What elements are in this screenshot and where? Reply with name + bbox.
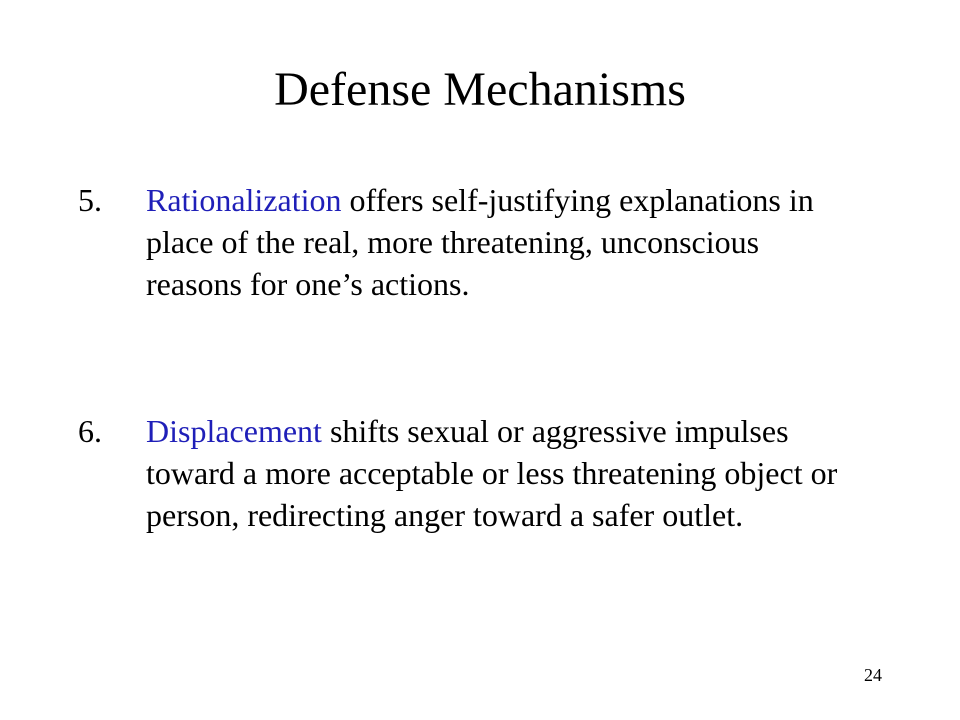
list-item-body <box>146 410 858 536</box>
definition-rationalization: offers self-justifying explanations in place of the real, more threatening, unconscious reasons for one’s actions. <box>146 182 814 302</box>
term-rationalization: Rationalization <box>146 182 342 218</box>
definition-displacement: shifts sexual or aggressive impulses toward a more acceptable or less threatening object or person, redirecting anger toward a safer outlet. <box>146 413 838 533</box>
list-item-body <box>146 179 858 305</box>
page-number: 24 <box>864 665 882 685</box>
list-item-displacement <box>78 410 858 536</box>
slide-title: Defense Mechanisms <box>274 63 686 116</box>
list-item-number: 5. <box>78 182 102 218</box>
list-item-number: 6. <box>78 413 102 449</box>
term-displacement: Displacement <box>146 413 322 449</box>
list-item-rationalization <box>78 179 858 305</box>
